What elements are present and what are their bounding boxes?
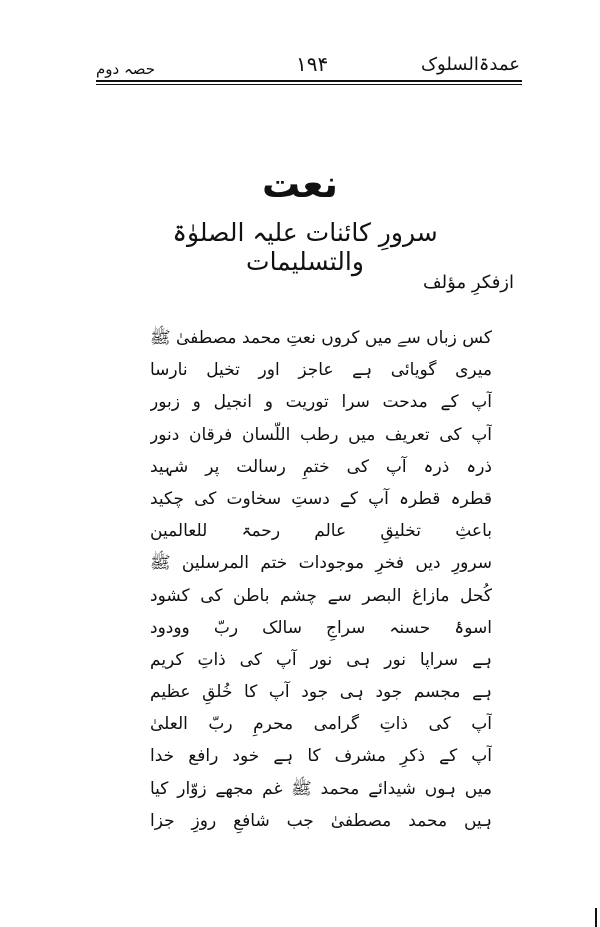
poem-line: آپ کے مدحت سرا توریت و انجیل و زبور: [150, 392, 492, 413]
poem-line: کس زباں سے میں کروں نعتِ محمد مصطفیٰ ﷺ: [150, 328, 492, 348]
poem-line: قطرہ قطرہ آپ کے دستِ سخاوت کی چکید: [150, 488, 492, 509]
poem-line: آپ کی ذاتِ گرامی محرمِ ربّ العلیٰ: [150, 714, 492, 735]
poem-line: آپ کی تعریف میں رطب اللّسان فرقان دنور: [150, 424, 492, 445]
poem-line: اسوۂ حسنہ سراجِ سالک ربّ وودود: [150, 617, 492, 638]
poem-line: میری گویائی ہے عاجز اور تخیل نارسا: [150, 360, 492, 381]
poem: [150, 322, 492, 837]
poem-line: ہے سراپا نور ہی نور آپ کی ذاتِ کریم: [150, 649, 492, 670]
page-title: نعت: [262, 162, 338, 206]
poem-line: کُحل مازاغ البصر سے چشم باطن کی کشود: [150, 585, 492, 606]
poem-line: ذرہ ذرہ آپ کی ختمِ رسالت پر شہید: [150, 456, 492, 477]
page-edge-mark: [595, 908, 597, 927]
running-header: [96, 50, 520, 80]
author-credit: ازفکرِ مؤلف: [423, 272, 514, 293]
poem-line: میں ہوں شیدائے محمد ﷺ غم مجھے زوّار کیا: [150, 778, 492, 799]
header-rule-thin: [96, 84, 522, 85]
header-rule-thick: [96, 80, 522, 82]
section-label: حصہ دوم: [96, 60, 156, 78]
poem-line: آپ کے ذکرِ مشرف کا ہے خود رافع خدا: [150, 746, 492, 767]
poem-line: ہیں محمد مصطفیٰ جب شافعِ روزِ جزا: [150, 810, 492, 831]
book-title: عمدۃالسلوک: [420, 54, 520, 75]
poem-line: ہے مجسم جود ہی جود آپ کا خُلقِ عظیم: [150, 682, 492, 703]
poem-line: باعثِ تخلیقِ عالم رحمۃ للعالمین: [150, 521, 492, 542]
page-subtitle: سرورِ کائنات علیہ الصلوٰۃ والتسلیمات: [172, 218, 438, 276]
poem-line: سرورِ دیں فخرِ موجودات ختم المرسلین ﷺ: [150, 553, 492, 574]
page-number: ۱۹۴: [296, 52, 329, 76]
